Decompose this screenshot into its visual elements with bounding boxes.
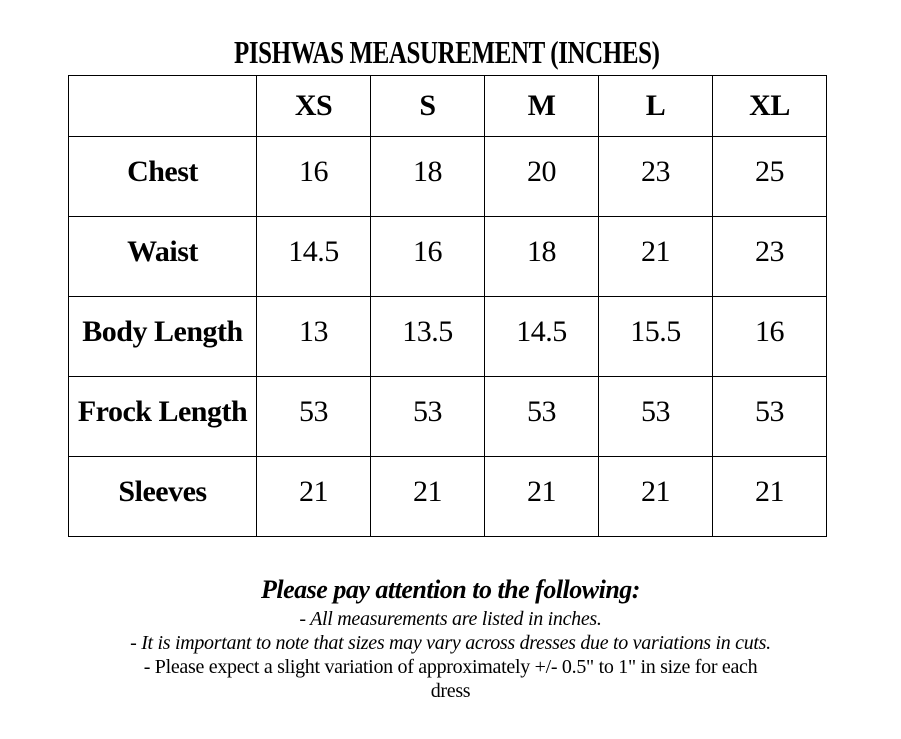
notes-heading: Please pay attention to the following: <box>261 575 640 604</box>
row-label: Body Length <box>69 297 257 377</box>
measurement-value: 21 <box>599 457 713 537</box>
measurement-value: 13.5 <box>371 297 485 377</box>
measurement-value: 16 <box>713 297 827 377</box>
measurement-value: 53 <box>599 377 713 457</box>
measurement-value: 25 <box>713 137 827 217</box>
measurement-value: 21 <box>371 457 485 537</box>
measurement-value: 53 <box>713 377 827 457</box>
measurement-value: 21 <box>599 217 713 297</box>
column-header-m: M <box>485 76 599 137</box>
note-line-tolerance-continued: dress <box>430 680 471 702</box>
measurement-value: 23 <box>713 217 827 297</box>
measurement-value: 13 <box>257 297 371 377</box>
notes-section <box>0 573 901 703</box>
table-row-frock-length <box>69 377 827 457</box>
measurement-value: 20 <box>485 137 599 217</box>
measurement-value: 18 <box>371 137 485 217</box>
column-header-xl: XL <box>713 76 827 137</box>
note-line-inches: - All measurements are listed in inches. <box>299 608 602 630</box>
measurement-value: 53 <box>485 377 599 457</box>
table-row-chest <box>69 137 827 217</box>
table-row-waist <box>69 217 827 297</box>
page-title <box>68 0 826 71</box>
note-line-tolerance: - Please expect a slight variation of approximately +/- 0.5" to 1" in size for each <box>143 656 758 678</box>
table-header-row <box>69 76 827 137</box>
page-title-text: PISHWAS MEASUREMENT (INCHES) <box>234 34 660 70</box>
measurement-value: 53 <box>371 377 485 457</box>
measurement-value: 53 <box>257 377 371 457</box>
measurement-value: 15.5 <box>599 297 713 377</box>
column-header-l: L <box>599 76 713 137</box>
row-label: Chest <box>69 137 257 217</box>
measurement-value: 21 <box>485 457 599 537</box>
measurement-value: 21 <box>713 457 827 537</box>
measurement-value: 14.5 <box>485 297 599 377</box>
note-line-variation: - It is important to note that sizes may vary across dresses due to variations in cuts. <box>130 632 771 654</box>
row-label: Waist <box>69 217 257 297</box>
chart-content <box>68 0 826 537</box>
measurement-value: 18 <box>485 217 599 297</box>
row-label: Sleeves <box>69 457 257 537</box>
table-row-body-length <box>69 297 827 377</box>
column-header-xs: XS <box>257 76 371 137</box>
measurement-value: 21 <box>257 457 371 537</box>
measurement-table <box>68 75 827 537</box>
table-row-sleeves <box>69 457 827 537</box>
column-header-empty <box>69 76 257 137</box>
measurement-value: 16 <box>371 217 485 297</box>
measurement-value: 14.5 <box>257 217 371 297</box>
row-label: Frock Length <box>69 377 257 457</box>
column-header-s: S <box>371 76 485 137</box>
measurement-value: 16 <box>257 137 371 217</box>
measurement-value: 23 <box>599 137 713 217</box>
